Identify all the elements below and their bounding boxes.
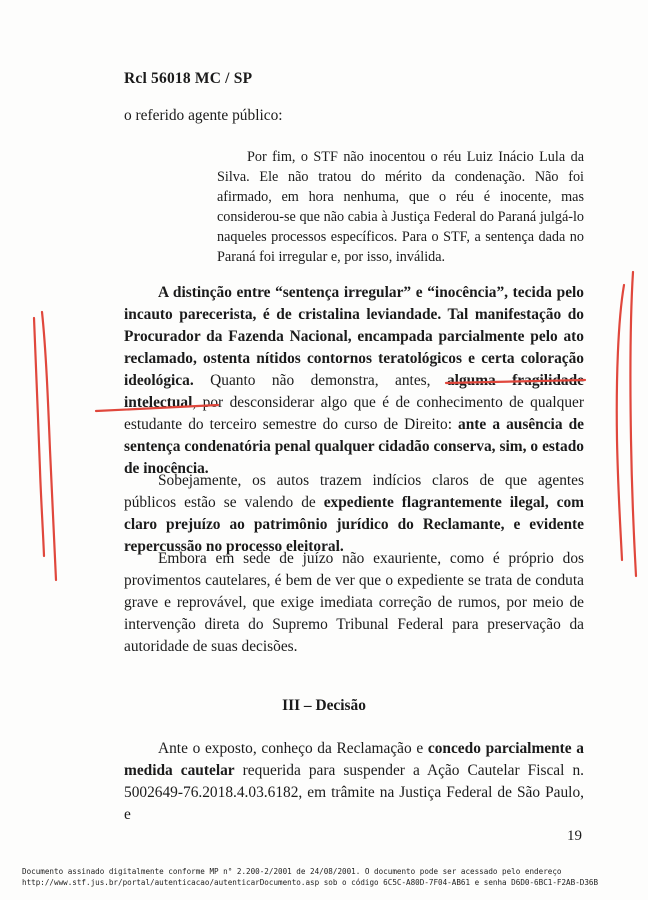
paragraph-evidence-bold-a: expediente flagrantemente ilegal, com claro prejuízo ao patrimônio jurídico do Reclamante, e evidente repercussão no processo eleitoral. — [124, 494, 584, 555]
paragraph-evidence — [124, 470, 584, 558]
paragraph-decision-bold-a: concedo parcialmente a medida cautelar — [124, 740, 584, 779]
block-quote — [217, 147, 584, 268]
paragraph-decision-normal-a: Ante o exposto, conheço da Reclamação e — [158, 740, 428, 757]
block-quote-text: Por fim, o STF não inocentou o réu Luiz Inácio Lula da Silva. Ele não tratou do mérito da condenação. Não foi afirmado, em hora nenhuma, que o réu é inocente, mas considerou-se que não cabia à Justiça Federal do Paraná julgá-lo naqueles processos específicos. Para o STF, a sentença dada no Paraná foi irregular e, por isso, inválida. — [217, 149, 584, 266]
intro-line: o referido agente público: — [124, 107, 283, 124]
paragraph-distinction-normal-a: Quanto não demonstra, antes, — [193, 372, 447, 389]
section-title: III – Decisão — [282, 697, 366, 714]
paragraph-distinction — [124, 282, 584, 480]
footer-line-1: Documento assinado digitalmente conforme MP n° 2.200-2/2001 de 24/08/2001. O documento pode ser acessado pelo endereço — [22, 867, 562, 876]
paragraph-distinction-bold-b: alguma fragilidade intelectual — [124, 372, 584, 411]
footer-line-2: http://www.stf.jus.br/portal/autenticacao/autenticarDocumento.asp sob o código 6C5C-A80D-7F04-AB61 e senha D6D0-6BC1-F2AB-D36B — [22, 878, 599, 887]
paragraph-distinction-bold-a: A distinção entre “sentença irregular” e “inocência”, tecida pelo incauto parecerista, é de cristalina leviandade. Tal manifestação do Procurador da Fazenda Nacional, encampada parcialmente pelo ato reclamado, ostenta nítidos contornos teratológicos e certa coloração ideológica. — [124, 284, 584, 389]
left-margin-bracket-inner — [42, 312, 56, 580]
paragraph-distinction-normal-b: , por desconsiderar algo que é de conhecimento de qualquer estudante do terceiro semestre do curso de Direito: — [124, 394, 584, 433]
page-number: 19 — [567, 828, 582, 844]
paragraph-distinction-bold-c: ante a ausência de sentença condenatória penal qualquer cidadão conserva, sim, o estado de inocência. — [124, 416, 584, 477]
paragraph-decision-normal-b: requerida para suspender a Ação Cautelar Fiscal n. 5002649-76.2018.4.03.6182, em trâmite na Justiça Federal de São Paulo, e — [124, 762, 585, 823]
paragraph-evidence-normal-a: Sobejamente, os autos trazem indícios claros de que agentes públicos estão se valendo de — [124, 472, 584, 511]
paragraph-decision — [124, 738, 584, 826]
right-margin-bracket-inner — [617, 285, 624, 560]
case-header — [124, 70, 252, 88]
right-margin-bracket-outer — [630, 272, 636, 576]
left-margin-bracket-outer — [34, 318, 44, 556]
paragraph-precautionary: Embora em sede de juízo não exauriente, como é próprio dos provimentos cautelares, é bem de ver que o expediente se trata de conduta grave e reprovável, que exige imediata correção de rumos, por meio de intervenção direta do Supremo Tribunal Federal para preservação da autoridade de suas decisões. — [124, 550, 584, 655]
digital-signature-footer — [22, 866, 632, 888]
case-id: Rcl 56018 MC / SP — [124, 70, 253, 87]
